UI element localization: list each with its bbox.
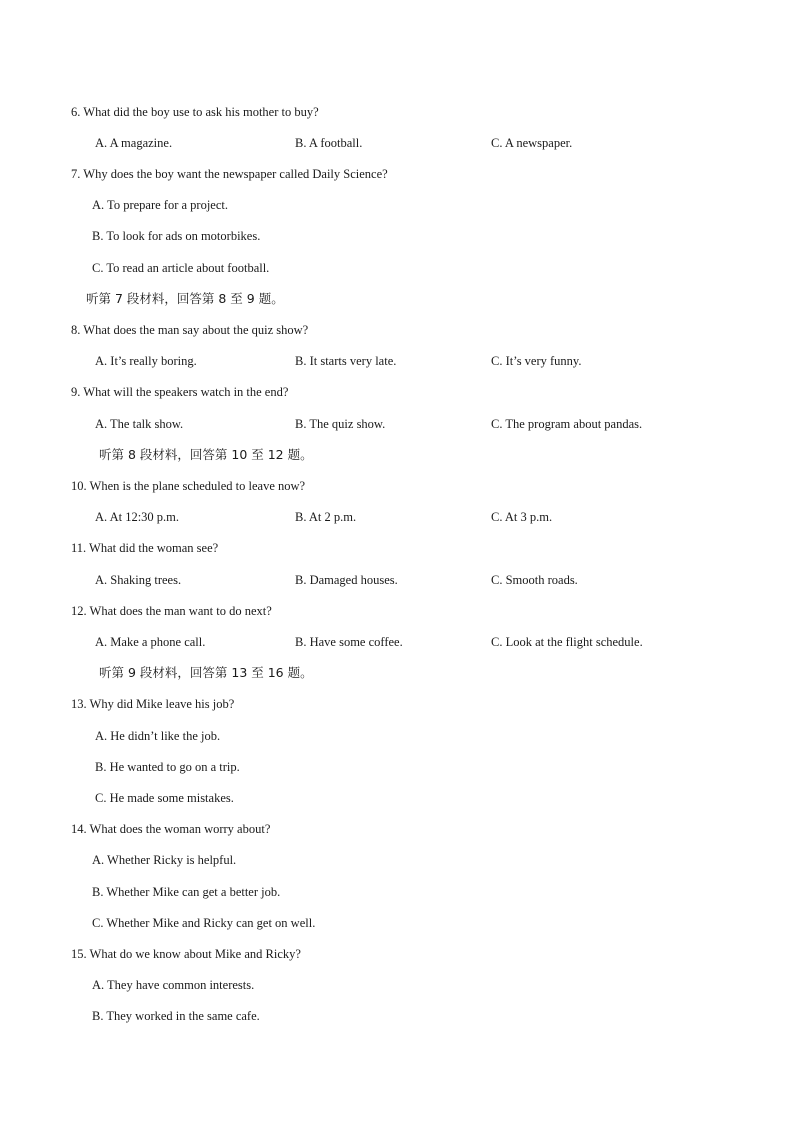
- question-10-option-a: A. At 12:30 p.m.: [95, 510, 180, 524]
- question-10-option-b: B. At 2 p.m.: [295, 510, 357, 524]
- section-7-instruction: 听第 7 段材料，回答第 8 至 9 题。: [86, 291, 284, 306]
- question-7-option-a: A. To prepare for a project.: [92, 198, 228, 212]
- question-7-option-c: C. To read an article about football.: [92, 261, 270, 275]
- question-9-stem: 9. What will the speakers watch in the end?: [71, 385, 289, 399]
- question-8-option-b: B. It starts very late.: [295, 354, 397, 368]
- question-10-stem: 10. When is the plane scheduled to leave now?: [71, 479, 306, 493]
- question-7-stem: 7. Why does the boy want the newspaper called Daily Science?: [71, 167, 388, 181]
- question-9-option-a: A. The talk show.: [95, 417, 184, 431]
- question-11-option-c: C. Smooth roads.: [491, 573, 578, 587]
- question-12-stem: 12. What does the man want to do next?: [71, 604, 272, 618]
- question-8-option-a: A. It’s really boring.: [95, 354, 197, 368]
- question-8-stem: 8. What does the man say about the quiz show?: [71, 323, 309, 337]
- question-6-option-a: A. A magazine.: [95, 136, 173, 150]
- question-6-option-b: B. A football.: [295, 136, 363, 150]
- question-13-option-c: C. He made some mistakes.: [95, 791, 234, 805]
- question-6-option-c: C. A newspaper.: [491, 136, 573, 150]
- question-15-option-a: A. They have common interests.: [92, 978, 255, 992]
- question-14-option-a: A. Whether Ricky is helpful.: [92, 853, 237, 867]
- question-9-option-c: C. The program about pandas.: [491, 417, 643, 431]
- question-13-stem: 13. Why did Mike leave his job?: [71, 697, 235, 711]
- question-7-option-b: B. To look for ads on motorbikes.: [92, 229, 261, 243]
- question-12-option-b: B. Have some coffee.: [295, 635, 403, 649]
- question-14-option-c: C. Whether Mike and Ricky can get on well.: [92, 916, 316, 930]
- question-11-stem: 11. What did the woman see?: [71, 541, 219, 555]
- question-15-option-b: B. They worked in the same cafe.: [92, 1009, 260, 1023]
- question-13-option-b: B. He wanted to go on a trip.: [95, 760, 240, 774]
- question-9-option-b: B. The quiz show.: [295, 417, 386, 431]
- section-9-instruction: 听第 9 段材料，回答第 13 至 16 题。: [99, 665, 313, 680]
- question-10-option-c: C. At 3 p.m.: [491, 510, 553, 524]
- question-11-option-b: B. Damaged houses.: [295, 573, 398, 587]
- question-14-option-b: B. Whether Mike can get a better job.: [92, 885, 281, 899]
- question-8-option-c: C. It’s very funny.: [491, 354, 582, 368]
- question-15-stem: 15. What do we know about Mike and Ricky?: [71, 947, 301, 961]
- question-11-option-a: A. Shaking trees.: [95, 573, 182, 587]
- section-8-instruction: 听第 8 段材料，回答第 10 至 12 题。: [99, 447, 313, 462]
- question-6-stem: 6. What did the boy use to ask his mother to buy?: [71, 105, 319, 119]
- question-13-option-a: A. He didn’t like the job.: [95, 729, 221, 743]
- question-12-option-a: A. Make a phone call.: [95, 635, 206, 649]
- question-12-option-c: C. Look at the flight schedule.: [491, 635, 643, 649]
- question-14-stem: 14. What does the woman worry about?: [71, 822, 271, 836]
